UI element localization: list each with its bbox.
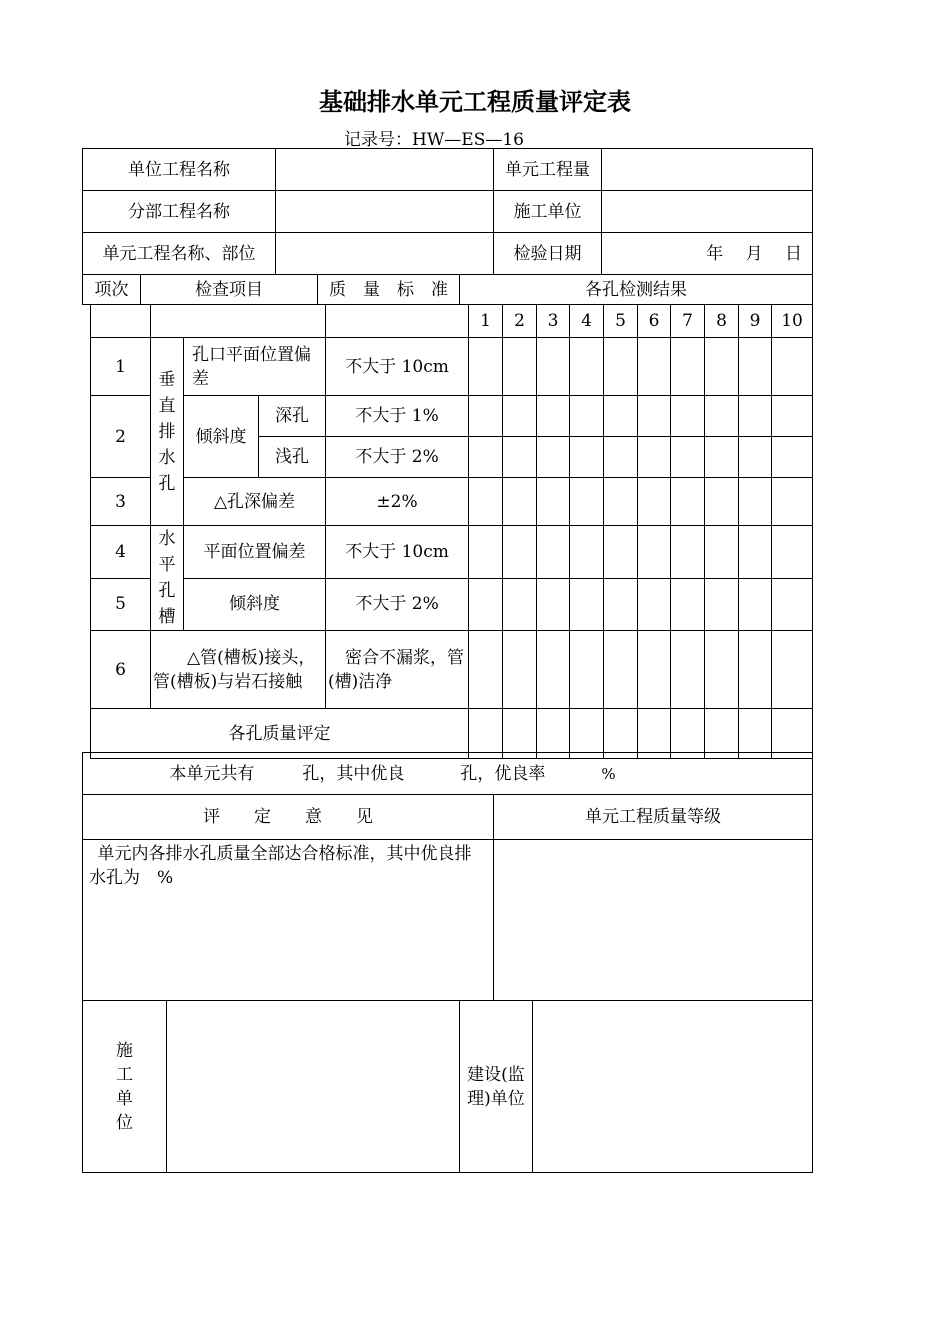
header-table <box>82 148 813 275</box>
result-cell[interactable] <box>705 578 739 631</box>
blank-item-cell <box>151 305 326 338</box>
hole-grade-cell[interactable] <box>469 709 503 759</box>
inspection-table <box>90 304 813 759</box>
hole-grade-cell[interactable] <box>705 709 739 759</box>
check-item-header: 检查项目 <box>141 275 318 305</box>
summary-part1: 本单元共有 <box>169 763 255 784</box>
hole-grade-cell[interactable] <box>772 709 813 759</box>
result-cell[interactable] <box>671 631 705 709</box>
construction-unit-sign-label: 施工单位 <box>83 1001 167 1173</box>
item-no: 6 <box>91 631 151 709</box>
result-cell[interactable] <box>469 526 503 579</box>
quality-standard: 密合不漏浆，管(槽)洁净 <box>326 631 469 709</box>
unit-name-location-label: 单元工程名称、部位 <box>83 233 276 275</box>
hole-grade-cell[interactable] <box>537 709 570 759</box>
record-number: 记录号：HW—ES—16 <box>344 130 524 150</box>
result-cell[interactable] <box>705 396 739 437</box>
result-cell[interactable] <box>739 631 772 709</box>
result-cell[interactable] <box>469 338 503 396</box>
result-cell[interactable] <box>604 631 638 709</box>
result-cell[interactable] <box>469 631 503 709</box>
result-cell[interactable] <box>739 396 772 437</box>
quality-standard: ±2% <box>326 478 469 526</box>
result-cell[interactable] <box>570 478 604 526</box>
hole-number: 7 <box>671 305 705 338</box>
result-cell[interactable] <box>705 338 739 396</box>
unit-quantity-field[interactable] <box>602 149 813 191</box>
hole-number: 2 <box>503 305 537 338</box>
result-cell[interactable] <box>469 437 503 478</box>
inspection-date-field[interactable]: 年 月 日 <box>602 233 813 275</box>
result-cell[interactable] <box>705 526 739 579</box>
quality-standard: 不大于 1% <box>326 396 469 437</box>
summary-percent: % <box>601 764 616 783</box>
result-cell[interactable] <box>604 478 638 526</box>
item-no: 2 <box>91 396 151 478</box>
check-item: △管(槽板)接头，管(槽板)与岩石接触 <box>151 631 326 709</box>
hole-grade-cell[interactable] <box>570 709 604 759</box>
check-item: 平面位置偏差 <box>184 526 326 579</box>
result-cell[interactable] <box>469 478 503 526</box>
result-cell[interactable] <box>537 526 570 579</box>
result-cell[interactable] <box>705 478 739 526</box>
result-cell[interactable] <box>503 338 537 396</box>
quality-standard: 不大于 2% <box>326 578 469 631</box>
unit-quantity-label: 单元工程量 <box>494 149 602 191</box>
result-cell[interactable] <box>537 578 570 631</box>
result-cell[interactable] <box>739 526 772 579</box>
result-cell[interactable] <box>537 478 570 526</box>
item-no: 4 <box>91 526 151 579</box>
result-cell[interactable] <box>638 631 671 709</box>
result-cell[interactable] <box>638 478 671 526</box>
result-cell[interactable] <box>671 578 705 631</box>
hole-grade-cell[interactable] <box>671 709 705 759</box>
result-cell[interactable] <box>503 396 537 437</box>
hole-number: 3 <box>537 305 570 338</box>
summary-part3: 孔，优良率 <box>460 763 546 784</box>
sub-item-deep: 深孔 <box>259 396 326 437</box>
result-cell[interactable] <box>671 396 705 437</box>
result-cell[interactable] <box>772 437 813 478</box>
unit-project-name-label: 单位工程名称 <box>83 149 276 191</box>
hole-number: 8 <box>705 305 739 338</box>
result-cell[interactable] <box>638 578 671 631</box>
sub-project-name-label: 分部工程名称 <box>83 191 276 233</box>
result-cell[interactable] <box>570 631 604 709</box>
summary-part2: 孔，其中优良 <box>302 763 405 784</box>
hole-number: 4 <box>570 305 604 338</box>
hole-number: 9 <box>739 305 772 338</box>
quality-standard: 不大于 10cm <box>326 526 469 579</box>
result-cell[interactable] <box>772 578 813 631</box>
hole-number: 6 <box>638 305 671 338</box>
result-cell[interactable] <box>503 578 537 631</box>
check-item: 孔口平面位置偏差 <box>184 338 326 396</box>
result-cell[interactable] <box>503 631 537 709</box>
column-header-table <box>82 274 813 305</box>
result-cell[interactable] <box>638 526 671 579</box>
result-cell[interactable] <box>671 526 705 579</box>
check-item: △孔深偏差 <box>184 478 326 526</box>
result-cell[interactable] <box>604 578 638 631</box>
table-row <box>91 709 813 759</box>
signature-table <box>82 1000 813 1173</box>
unit-name-location-field[interactable] <box>276 233 494 275</box>
blank-no-cell <box>91 305 151 338</box>
result-cell[interactable] <box>570 396 604 437</box>
summary-line <box>83 753 813 795</box>
grade-label: 单元工程质量等级 <box>494 795 813 840</box>
quality-standard: 不大于 2% <box>326 437 469 478</box>
group-horizontal-channel: 水平孔槽 <box>151 526 184 631</box>
owner-unit-sign-label: 建设(监理)单位 <box>460 1001 533 1173</box>
result-cell[interactable] <box>503 437 537 478</box>
result-cell[interactable] <box>772 631 813 709</box>
result-cell[interactable] <box>537 631 570 709</box>
result-cell[interactable] <box>503 478 537 526</box>
item-no: 3 <box>91 478 151 526</box>
result-cell[interactable] <box>772 526 813 579</box>
unit-project-name-field[interactable] <box>276 149 494 191</box>
result-cell[interactable] <box>570 526 604 579</box>
result-cell[interactable] <box>638 437 671 478</box>
hole-results-header: 各孔检测结果 <box>460 275 813 305</box>
result-cell[interactable] <box>739 437 772 478</box>
construction-unit-sign-field[interactable] <box>167 1001 460 1173</box>
result-cell[interactable] <box>705 437 739 478</box>
hole-grade-cell[interactable] <box>739 709 772 759</box>
table-row <box>91 396 813 437</box>
inspection-date-label: 检验日期 <box>494 233 602 275</box>
result-cell[interactable] <box>638 338 671 396</box>
grade-field[interactable] <box>494 840 813 1001</box>
item-no-header: 项次 <box>83 275 141 305</box>
form-title: 基础排水单元工程质量评定表 <box>319 88 631 116</box>
result-cell[interactable] <box>503 526 537 579</box>
result-cell[interactable] <box>469 396 503 437</box>
result-cell[interactable] <box>604 437 638 478</box>
result-cell[interactable] <box>638 396 671 437</box>
quality-standard: 不大于 10cm <box>326 338 469 396</box>
result-cell[interactable] <box>671 338 705 396</box>
result-cell[interactable] <box>537 437 570 478</box>
item-no: 5 <box>91 578 151 631</box>
construction-unit-field[interactable] <box>602 191 813 233</box>
check-item: 倾斜度 <box>184 578 326 631</box>
result-cell[interactable] <box>671 437 705 478</box>
item-no: 1 <box>91 338 151 396</box>
blank-standard-cell <box>326 305 469 338</box>
table-row <box>91 631 813 709</box>
table-row <box>91 478 813 526</box>
opinion-label: 评 定 意 见 <box>83 795 494 840</box>
hole-number: 1 <box>469 305 503 338</box>
evaluation-table <box>82 752 813 1001</box>
sub-project-name-field[interactable] <box>276 191 494 233</box>
result-cell[interactable] <box>772 396 813 437</box>
sub-item-shallow: 浅孔 <box>259 437 326 478</box>
result-cell[interactable] <box>604 338 638 396</box>
table-row <box>91 526 813 579</box>
result-cell[interactable] <box>537 396 570 437</box>
result-cell[interactable] <box>604 396 638 437</box>
result-cell[interactable] <box>772 338 813 396</box>
result-cell[interactable] <box>739 578 772 631</box>
opinion-text[interactable]: 单元内各排水孔质量全部达合格标准，其中优良排水孔为 % <box>83 840 494 1001</box>
result-cell[interactable] <box>604 526 638 579</box>
table-row <box>91 578 813 631</box>
table-row <box>91 338 813 396</box>
quality-standard-header: 质 量 标 准 <box>318 275 460 305</box>
hole-grade-cell[interactable] <box>503 709 537 759</box>
owner-unit-sign-field[interactable] <box>533 1001 813 1173</box>
hole-quality-label: 各孔质量评定 <box>91 709 469 759</box>
result-cell[interactable] <box>570 437 604 478</box>
result-cell[interactable] <box>570 578 604 631</box>
result-cell[interactable] <box>772 478 813 526</box>
result-cell[interactable] <box>469 578 503 631</box>
result-cell[interactable] <box>537 338 570 396</box>
hole-grade-cell[interactable] <box>604 709 638 759</box>
result-cell[interactable] <box>739 478 772 526</box>
result-cell[interactable] <box>570 338 604 396</box>
construction-unit-label: 施工单位 <box>494 191 602 233</box>
result-cell[interactable] <box>739 338 772 396</box>
result-cell[interactable] <box>671 478 705 526</box>
check-item: 倾斜度 <box>184 396 259 478</box>
group-vertical-drain: 垂直排水孔 <box>151 338 184 526</box>
hole-number: 5 <box>604 305 638 338</box>
hole-grade-cell[interactable] <box>638 709 671 759</box>
result-cell[interactable] <box>705 631 739 709</box>
hole-number: 10 <box>772 305 813 338</box>
